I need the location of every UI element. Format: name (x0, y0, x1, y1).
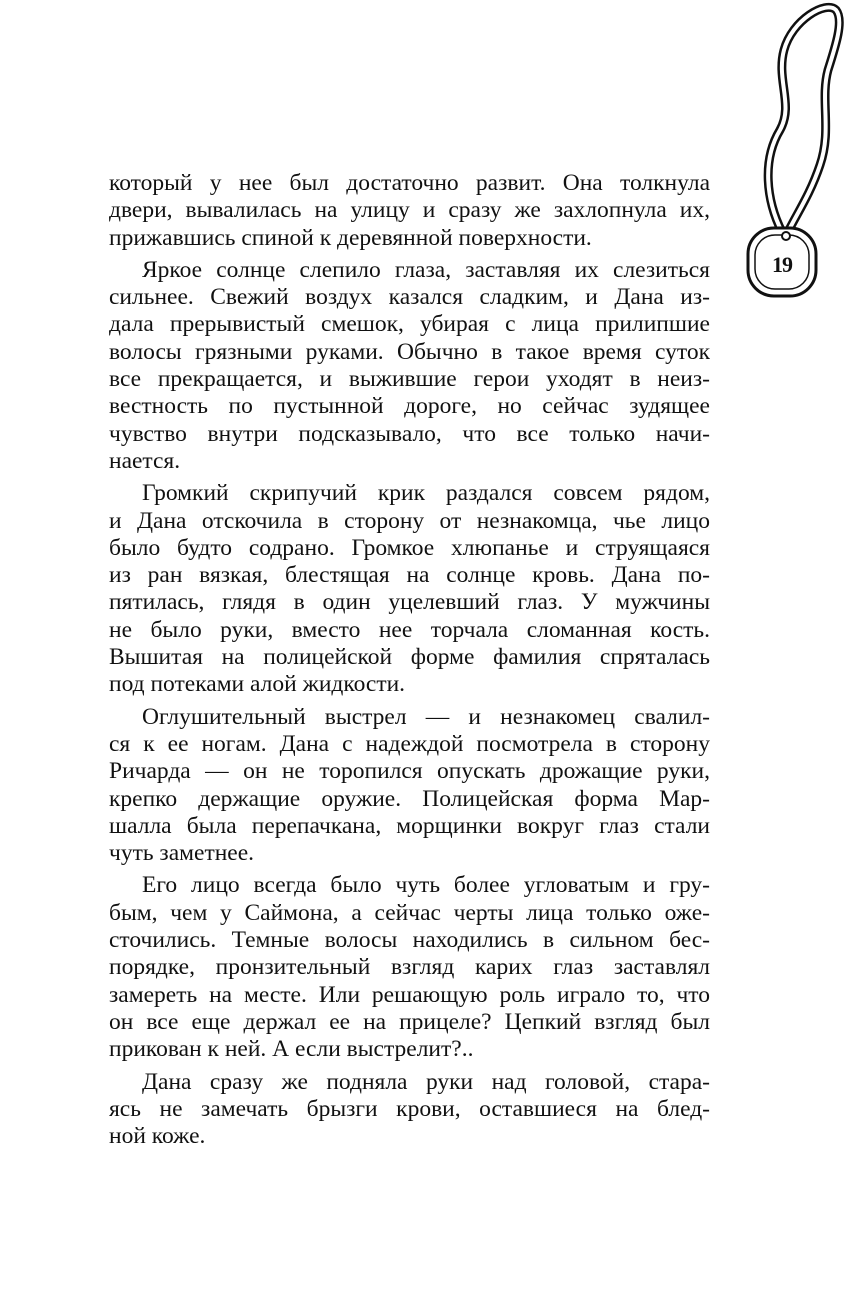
paragraph (109, 872, 710, 1063)
text-line: все прекращается, и выжившие герои уходят в неиз- (109, 366, 710, 393)
text-line: Ричарда — он не торопился опускать дрожащие руки, (109, 758, 710, 785)
text-line: было будто содрано. Громкое хлюпанье и струящаяся (109, 534, 710, 561)
text-line: шалла была перепачкана, морщинки вокруг глаз стали (109, 812, 710, 839)
text-line: порядке, пронзительный взгляд карих глаз заставлял (109, 954, 710, 981)
paragraph (109, 257, 710, 475)
text-line: Его лицо всегда было чуть более угловатым и гру- (142, 872, 710, 899)
body-text (109, 170, 710, 1155)
page-number-dog-tag (736, 0, 846, 310)
text-line: крепко держащие оружие. Полицейская форма Мар- (109, 785, 710, 812)
paragraph (109, 1069, 710, 1151)
text-line: под потеками алой жидкости. (109, 671, 406, 698)
text-line: из ран вязкая, блестящая на солнце кровь. Дана по- (109, 562, 710, 589)
text-line: который у нее был достаточно развит. Она толкнула (109, 170, 710, 196)
text-line: Яркое солнце слепило глаза, заставляя их слезиться (142, 256, 710, 283)
text-line: вестность по пустынной дороге, но сейчас зудящее (109, 393, 710, 420)
text-line: замереть на месте. Или решающую роль играло то, что (109, 981, 710, 1008)
text-line: ся к ее ногам. Дана с надеждой посмотрела в сторону (109, 730, 710, 757)
text-line: ной коже. (109, 1123, 206, 1150)
text-line: нается. (109, 447, 181, 474)
text-line: прикован к ней. А если выстрелит?.. (109, 1036, 474, 1063)
text-line: и Дана отскочила в сторону от незнакомца, чье лицо (109, 507, 710, 534)
text-line: сильнее. Свежий воздух казался сладким, и Дана из- (109, 284, 710, 311)
text-line: чуть заметнее. (109, 840, 255, 867)
text-line: сточились. Темные волосы находились в сильном бес- (109, 927, 710, 954)
text-line: он все еще держал ее на прицеле? Цепкий взгляд был (109, 1008, 710, 1035)
text-line: Оглушительный выстрел — и незнакомец свалил- (142, 703, 710, 730)
text-line: Дана сразу же подняла руки над головой, стара- (142, 1068, 710, 1095)
text-line: ясь не замечать брызги крови, оставшиеся на блед- (109, 1095, 710, 1122)
paragraph (109, 170, 710, 252)
text-line: чувство внутри подсказывало, что все только начи- (109, 420, 710, 447)
text-line: прижавшись спиной к деревянной поверхности. (109, 224, 592, 251)
paragraph (109, 704, 710, 868)
paragraph (109, 480, 710, 698)
text-line: пятилась, глядя в один уцелевший глаз. У мужчины (109, 589, 710, 616)
text-line: волосы грязными руками. Обычно в такое время суток (109, 338, 710, 365)
text-line: Вышитая на полицейской форме фамилия спряталась (109, 644, 710, 671)
text-line: двери, вывалилась на улицу и сразу же захлопнула их, (109, 197, 710, 224)
text-line: не было руки, вместо нее торчала сломанная кость. (109, 616, 710, 643)
text-line: дала прерывистый смешок, убирая с лица прилипшие (109, 311, 710, 338)
page-number: 19 (772, 252, 792, 277)
text-line: бым, чем у Саймона, а сейчас черты лица только оже- (109, 899, 710, 926)
text-line: Громкий скрипучий крик раздался совсем рядом, (142, 480, 710, 507)
